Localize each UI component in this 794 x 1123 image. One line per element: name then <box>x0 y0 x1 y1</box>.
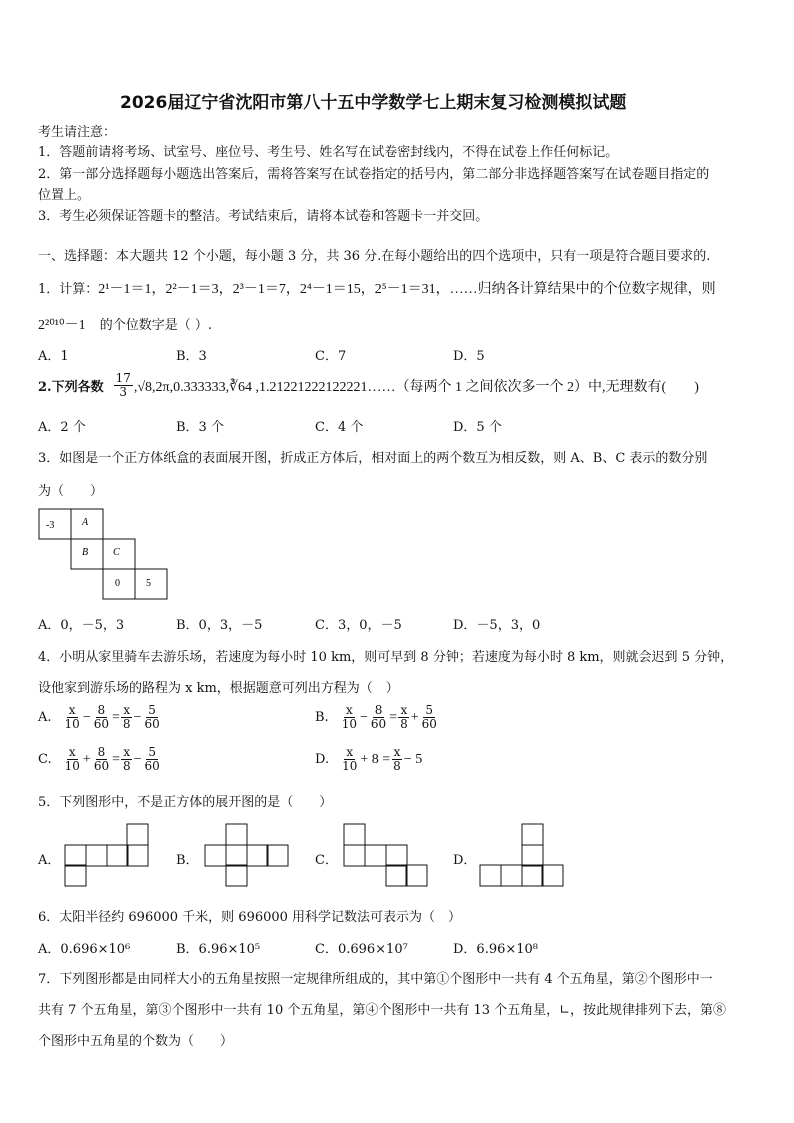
frac-den: 8 <box>393 759 401 773</box>
q5-option-b-label[interactable]: B． <box>176 853 199 868</box>
frac-den: 10 <box>64 717 80 731</box>
q4-option-label: D. <box>315 752 330 767</box>
q1-option-d[interactable]: D．5 <box>453 349 485 364</box>
q3-option-c[interactable]: C．3，0，－5 <box>315 618 402 633</box>
q5-option-a-label[interactable]: A． <box>38 853 61 868</box>
q2-option-d[interactable]: D．5 个 <box>453 420 502 435</box>
q1-option-a[interactable]: A．1 <box>38 349 69 364</box>
frac-den: 60 <box>421 717 437 731</box>
q4-option-label: C. <box>38 752 52 767</box>
q1-prefix: 1．计算： <box>38 282 99 297</box>
question-7-cont: 个图形中五角星的个数为（ ） <box>38 1034 234 1049</box>
frac-den: 8 <box>400 717 408 731</box>
net-label: -3 <box>46 520 55 531</box>
q5-figure-c[interactable] <box>343 823 429 887</box>
q5-option-d-label[interactable]: D． <box>453 853 477 868</box>
question-5: 5．下列图形中，不是正方体的展开图的是（ ） <box>38 795 333 810</box>
frac-num: 5 <box>148 745 156 759</box>
frac-den: 8 <box>123 759 131 773</box>
q3-option-b[interactable]: B．0，3，－5 <box>176 618 263 633</box>
op: − <box>359 709 368 725</box>
question-1 <box>38 278 716 298</box>
q2-frac-num: 17 <box>115 371 131 385</box>
net-cell <box>39 509 71 539</box>
frac-num: 8 <box>97 703 106 717</box>
frac-den: 60 <box>370 717 387 731</box>
question-7-cont: 共有 7 个五角星，第③个图形中一共有 10 个五角星，第④个图形中一共有 13 个五角星，∟，按此规律排列下去，第⑧ <box>38 1003 727 1018</box>
q6-option-d[interactable]: D．6.96×10⁸ <box>453 942 539 957</box>
frac-num: x <box>345 703 353 717</box>
frac-den: 60 <box>93 759 110 773</box>
op: + <box>410 709 419 725</box>
q5-figure-d[interactable] <box>479 823 565 887</box>
op: − 5 <box>403 751 423 767</box>
op: + <box>82 751 91 767</box>
question-3: 3．如图是一个正方体纸盒的表面展开图，折成正方体后，相对面上的两个数互为相反数，则 A、B、C 表示的数分别 <box>38 451 708 466</box>
frac-den: 60 <box>144 759 160 773</box>
net-cell <box>135 569 167 599</box>
page-title: 2026届辽宁省沈阳市第八十五中学数学七上期末复习检测模拟试题 <box>120 93 627 113</box>
question-3-cont: 为（ ） <box>38 484 104 499</box>
q2-frac-den: 3 <box>119 385 128 399</box>
q6-option-c[interactable]: C．0.696×10⁷ <box>315 942 408 957</box>
frac-num: 8 <box>97 745 106 759</box>
q1-tail: 的个位数字是（ ）. <box>99 318 213 333</box>
q1-option-b[interactable]: B．3 <box>176 349 207 364</box>
q2-fraction <box>114 372 133 399</box>
net-label: 0 <box>115 578 120 589</box>
frac-num: x <box>346 745 354 759</box>
notice-item: 3．考生必须保证答题卡的整洁。考试结束后，请将本试卷和答题卡一并交回。 <box>38 209 489 224</box>
frac-den: 10 <box>342 759 358 773</box>
frac-num: 5 <box>425 703 434 717</box>
q2-option-b[interactable]: B．3 个 <box>176 420 224 435</box>
frac-num: 5 <box>148 703 156 717</box>
q2-prefix: 2.下列各数 <box>38 380 104 395</box>
q1-expression-2: 2²⁰¹⁰－1 <box>38 318 86 333</box>
q2-option-a[interactable]: A．2 个 <box>38 420 86 435</box>
q4-option-label: A. <box>38 710 52 725</box>
q4-option-b[interactable] <box>315 704 440 731</box>
notice-heading: 考生请注意： <box>38 125 117 140</box>
q6-option-a[interactable]: A．0.696×10⁶ <box>38 942 131 957</box>
q5-figure-a[interactable] <box>64 823 150 887</box>
question-4: 4．小明从家里骑车去游乐场，若速度为每小时 10 km，则可早到 8 分钟；若速度为每小时 8 km，则就会迟到 5 分钟， <box>38 650 734 665</box>
notice-item: 位置上。 <box>38 188 91 203</box>
op: − <box>82 709 91 725</box>
frac-num: x <box>68 703 76 717</box>
q3-option-d[interactable]: D．－5，3，0 <box>453 618 541 633</box>
net-label: B <box>82 547 89 558</box>
q1-option-c[interactable]: C．7 <box>315 349 347 364</box>
q3-option-a[interactable]: A．0，－5，3 <box>38 618 125 633</box>
frac-num: 8 <box>374 703 383 717</box>
question-2 <box>38 372 699 399</box>
q2-rest: ,√8,2π,0.333333,∛64 ,1.21221222122221……（每两个 1 之间依次多一个 2）中,无理数有( ) <box>133 379 699 395</box>
op: − <box>133 751 142 767</box>
op: + 8 = <box>360 751 391 767</box>
frac-den: 10 <box>64 759 80 773</box>
q1-expression: 2¹－1＝1，2²－1＝3，2³－1＝7，2⁴－1＝15，2⁵－1＝31，……归纳各计算结果中的个位数字规律，则 <box>98 282 716 297</box>
frac-den: 60 <box>93 717 109 731</box>
op: = <box>112 751 120 767</box>
frac-num: x <box>400 703 408 717</box>
frac-den: 8 <box>122 717 131 731</box>
q5-figure-b[interactable] <box>204 823 290 887</box>
q5-option-c-label[interactable]: C． <box>315 853 338 868</box>
q4-option-a[interactable] <box>38 704 163 731</box>
q4-option-c[interactable] <box>38 746 163 773</box>
question-1-cont <box>38 314 212 334</box>
frac-den: 60 <box>144 717 160 731</box>
q4-option-d[interactable] <box>315 746 422 773</box>
notice-item: 1．答题前请将考场、试室号、座位号、考生号、姓名写在试卷密封线内，不得在试卷上作任何标记。 <box>38 145 619 160</box>
frac-num: x <box>123 745 131 759</box>
question-6: 6．太阳半径约 696000 千米，则 696000 用科学记数法可表示为（ ） <box>38 910 462 925</box>
net-label: 5 <box>146 578 151 589</box>
op: − <box>133 709 142 725</box>
net-label: A <box>82 517 89 528</box>
q6-option-b[interactable]: B．6.96×10⁵ <box>176 942 261 957</box>
question-4-cont: 设他家到游乐场的路程为 x km，根据题意可列出方程为（ ） <box>38 681 399 696</box>
frac-num: x <box>123 703 131 717</box>
op: = <box>389 709 398 725</box>
section-heading: 一、选择题：本大题共 12 个小题，每小题 3 分，共 36 分.在每小题给出的四个选项中，只有一项是符合题目要求的. <box>38 249 711 264</box>
frac-den: 10 <box>341 717 357 731</box>
cube-net-figure <box>38 508 168 600</box>
frac-num: x <box>393 745 401 759</box>
q2-option-c[interactable]: C．4 个 <box>315 420 364 435</box>
op: = <box>112 709 120 725</box>
notice-item: 2．第一部分选择题每小题选出答案后，需将答案写在试卷指定的括号内，第二部分非选择题答案写在试卷题目指定的 <box>38 167 710 182</box>
question-7: 7．下列图形都是由同样大小的五角星按照一定规律所组成的，其中第①个图形中一共有 4 个五角星，第②个图形中一 <box>38 972 713 987</box>
net-label: C <box>113 547 120 558</box>
frac-num: x <box>68 745 76 759</box>
q4-option-label: B. <box>315 710 329 725</box>
